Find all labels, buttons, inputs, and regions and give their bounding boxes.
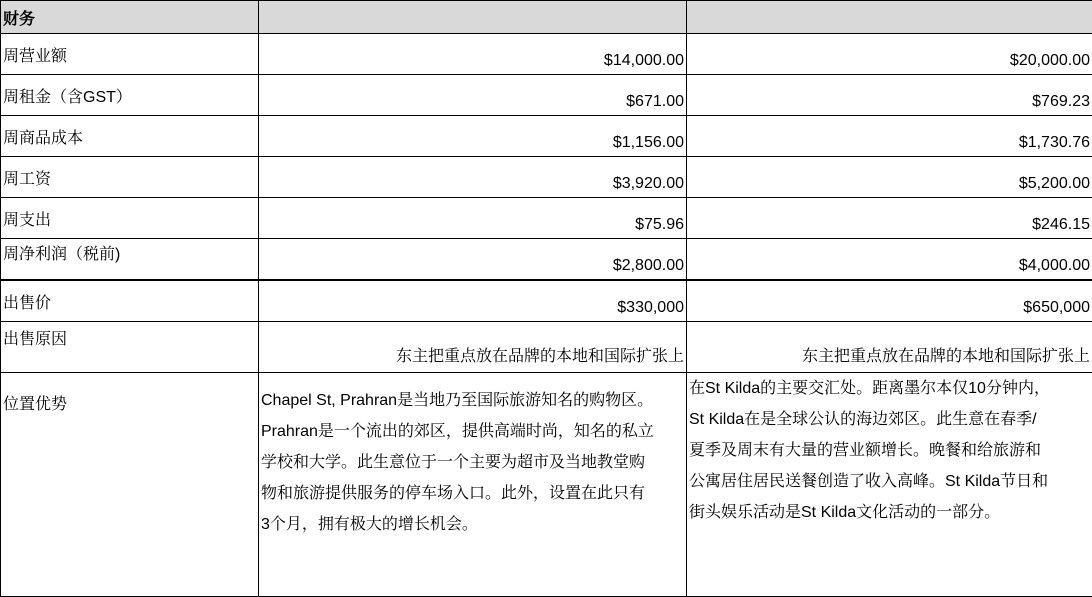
row-value-b: $246.15: [687, 198, 1092, 239]
reason-row: [1, 322, 1092, 373]
row-value-b: $769.23: [687, 75, 1092, 116]
row-label: 周净利润（税前): [1, 239, 259, 281]
location-line: 物和旅游提供服务的停车场入口。此外，设置在此只有: [261, 478, 684, 509]
header-cell-2: [259, 1, 687, 34]
row-label: 周商品成本: [1, 116, 259, 157]
row-value-b: $650,000: [687, 280, 1092, 322]
location-line: 学校和大学。此生意位于一个主要为超市及当地教堂购: [261, 447, 684, 478]
row-value-a: $3,920.00: [259, 157, 687, 198]
table-row: [1, 198, 1092, 239]
row-value-b: $20,000.00: [687, 34, 1092, 75]
location-line: 3个月，拥有极大的增长机会。: [261, 509, 684, 540]
table-row: [1, 34, 1092, 75]
row-value-b: $1,730.76: [687, 116, 1092, 157]
header-title: 财务: [1, 1, 259, 34]
location-label: 位置优势: [1, 373, 259, 597]
table-row: [1, 280, 1092, 322]
reason-value-a: 东主把重点放在品牌的本地和国际扩张上: [259, 322, 687, 373]
row-value-a: $2,800.00: [259, 239, 687, 281]
location-line: 在St Kilda的主要交汇处。距离墨尔本仅10分钟内，: [689, 373, 1090, 404]
row-label: 周营业额: [1, 34, 259, 75]
row-value-a: $330,000: [259, 280, 687, 322]
row-value-b: $4,000.00: [687, 239, 1092, 281]
header-cell-3: [687, 1, 1092, 34]
table-row: [1, 157, 1092, 198]
location-row: [1, 373, 1092, 597]
location-text-a: [259, 373, 687, 597]
table-row: [1, 75, 1092, 116]
row-label: 出售价: [1, 280, 259, 322]
row-label: 周支出: [1, 198, 259, 239]
location-line: St Kilda在是全球公认的海边郊区。此生意在春季/: [689, 404, 1090, 435]
reason-label: 出售原因: [1, 322, 259, 373]
location-line: 公寓居住居民送餐创造了收入高峰。St Kilda节日和: [689, 466, 1090, 497]
row-value-a: $14,000.00: [259, 34, 687, 75]
row-label: 周租金（含GST）: [1, 75, 259, 116]
location-line: Prahran是一个流出的郊区，提供高端时尚，知名的私立: [261, 416, 684, 447]
location-text-b: [687, 373, 1092, 597]
location-line: 街头娱乐活动是St Kilda文化活动的一部分。: [689, 497, 1090, 528]
table-row: [1, 116, 1092, 157]
table-row: [1, 239, 1092, 281]
row-value-a: $1,156.00: [259, 116, 687, 157]
row-value-a: $671.00: [259, 75, 687, 116]
location-line: Chapel St, Prahran是当地乃至国际旅游知名的购物区。: [261, 385, 684, 416]
row-label: 周工资: [1, 157, 259, 198]
row-value-a: $75.96: [259, 198, 687, 239]
row-value-b: $5,200.00: [687, 157, 1092, 198]
reason-value-b: 东主把重点放在品牌的本地和国际扩张上: [687, 322, 1092, 373]
location-line: 夏季及周末有大量的营业额增长。晚餐和给旅游和: [689, 435, 1090, 466]
header-row: [1, 1, 1092, 34]
